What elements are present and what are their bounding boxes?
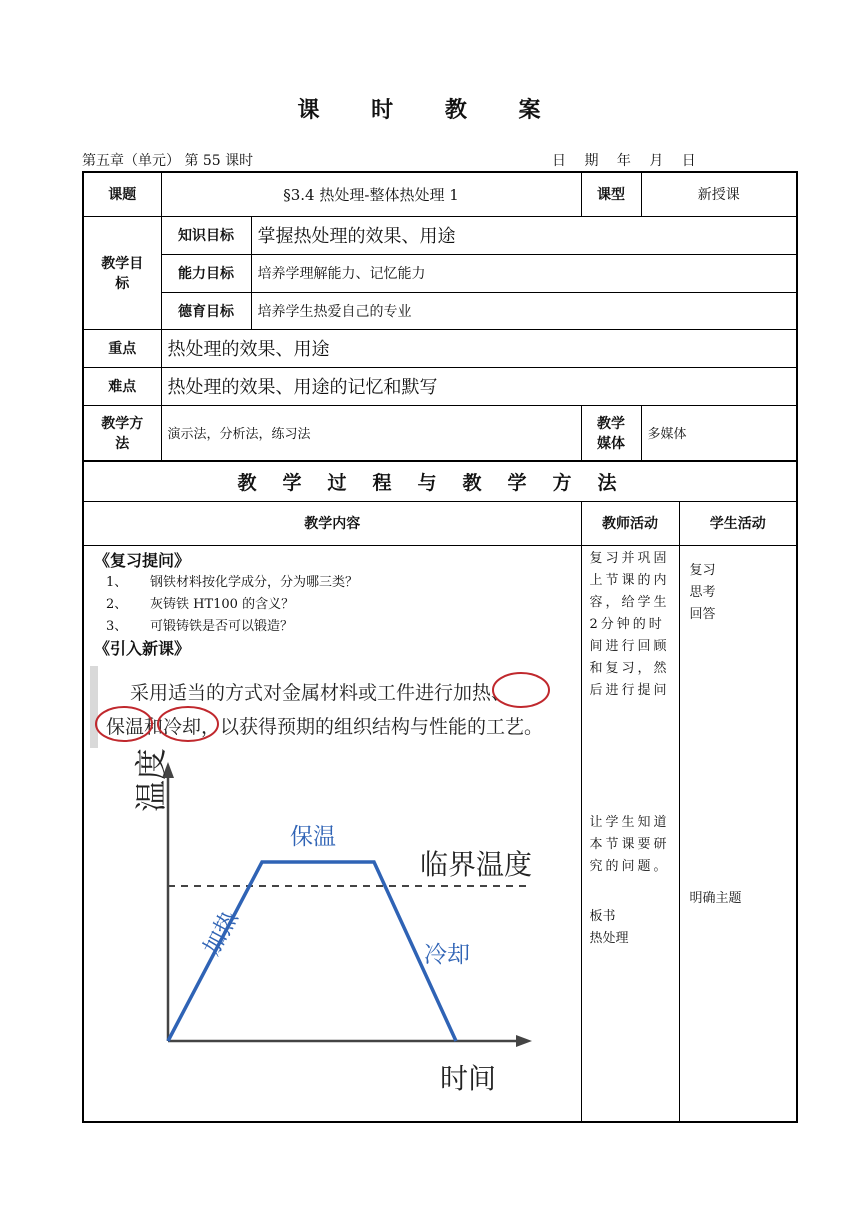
date-line: 日 期 年 月 日 <box>552 153 698 169</box>
goal-value: 培养学生热爱自己的专业 <box>251 292 797 329</box>
x-axis-arrow <box>516 1035 532 1047</box>
teacher-activity-review: 复习并巩固上节课的内容，给学生2分钟的时间进行回顾和复习，然后进行提问 <box>589 550 670 698</box>
page-title: 课 时 教 案 <box>297 98 563 123</box>
chapter-line <box>82 150 796 170</box>
goal-name: 知识目标 <box>161 216 251 254</box>
hold-label: 保温 <box>290 823 336 850</box>
heat-label: 加热 <box>198 906 244 960</box>
content-header: 教学内容 <box>83 501 581 545</box>
definition-line-2: 保温和冷却，以获得预期的组织结构与性能的工艺。 <box>106 715 544 738</box>
goal-value: 培养学理解能力、记忆能力 <box>251 254 797 292</box>
teacher-activity-board: 板书 <box>589 908 616 924</box>
temperature-curve <box>90 666 578 1121</box>
chapter-info: 第五章（单元） 第 55 课时 <box>82 153 254 169</box>
student-activity: 复习 <box>689 562 716 578</box>
goal-name: 德育目标 <box>161 292 251 329</box>
teacher-activity-board-text: 热处理 <box>589 930 629 946</box>
key-point-label: 重点 <box>83 329 161 367</box>
difficulty-label: 难点 <box>83 367 161 405</box>
content-cell <box>83 545 581 1122</box>
topic-label: 课题 <box>83 172 161 216</box>
lesson-plan-table <box>82 171 798 1123</box>
media-value: 多媒体 <box>641 405 797 461</box>
y-axis-label: 温度 <box>132 747 170 812</box>
media-label: 教学媒体 <box>581 405 641 461</box>
x-axis-label: 时间 <box>440 1061 497 1095</box>
method-label: 教学方法 <box>83 405 161 461</box>
question: 3、 可锻铸铁是否可以锻造？ <box>106 618 294 634</box>
goals-label: 教学目标 <box>83 216 161 329</box>
method-value: 演示法，分析法，练习法 <box>161 405 581 461</box>
highlight-cool <box>158 707 218 741</box>
topic-value: §3.4 热处理-整体热处理 1 <box>161 172 581 216</box>
intro-title: 《引入新课》 <box>94 638 191 658</box>
student-activity-cell <box>679 545 797 1122</box>
key-point-value: 热处理的效果、用途 <box>161 329 797 367</box>
critical-label: 临界温度 <box>420 847 533 881</box>
student-activity: 明确主题 <box>689 890 742 906</box>
student-activity: 回答 <box>689 606 716 622</box>
goal-value: 掌握热处理的效果、用途 <box>251 216 797 254</box>
student-header: 学生活动 <box>679 501 797 545</box>
teacher-activity-goal: 让学生知道本节课要研究的问题。 <box>589 814 670 874</box>
teacher-activity-cell <box>581 545 679 1122</box>
question: 2、 灰铸铁 HT100 的含义？ <box>106 596 295 612</box>
highlight-hold <box>96 707 152 741</box>
highlight-heat <box>493 673 549 707</box>
heat-treatment-figure <box>90 666 578 1121</box>
lesson-type-label: 课型 <box>581 172 641 216</box>
student-activity: 思考 <box>689 584 716 600</box>
definition-line-1: 采用适当的方式对金属材料或工件进行加热、 <box>130 681 511 704</box>
process-banner: 教学过程与教学方法 <box>83 461 797 501</box>
difficulty-value: 热处理的效果、用途的记忆和默写 <box>161 367 797 405</box>
teacher-header: 教师活动 <box>581 501 679 545</box>
lesson-type-value: 新授课 <box>641 172 797 216</box>
goal-name: 能力目标 <box>161 254 251 292</box>
review-title: 《复习提问》 <box>94 550 191 570</box>
question: 1、 钢铁材料按化学成分，分为哪三类？ <box>106 574 359 590</box>
cool-label: 冷却 <box>424 941 470 968</box>
